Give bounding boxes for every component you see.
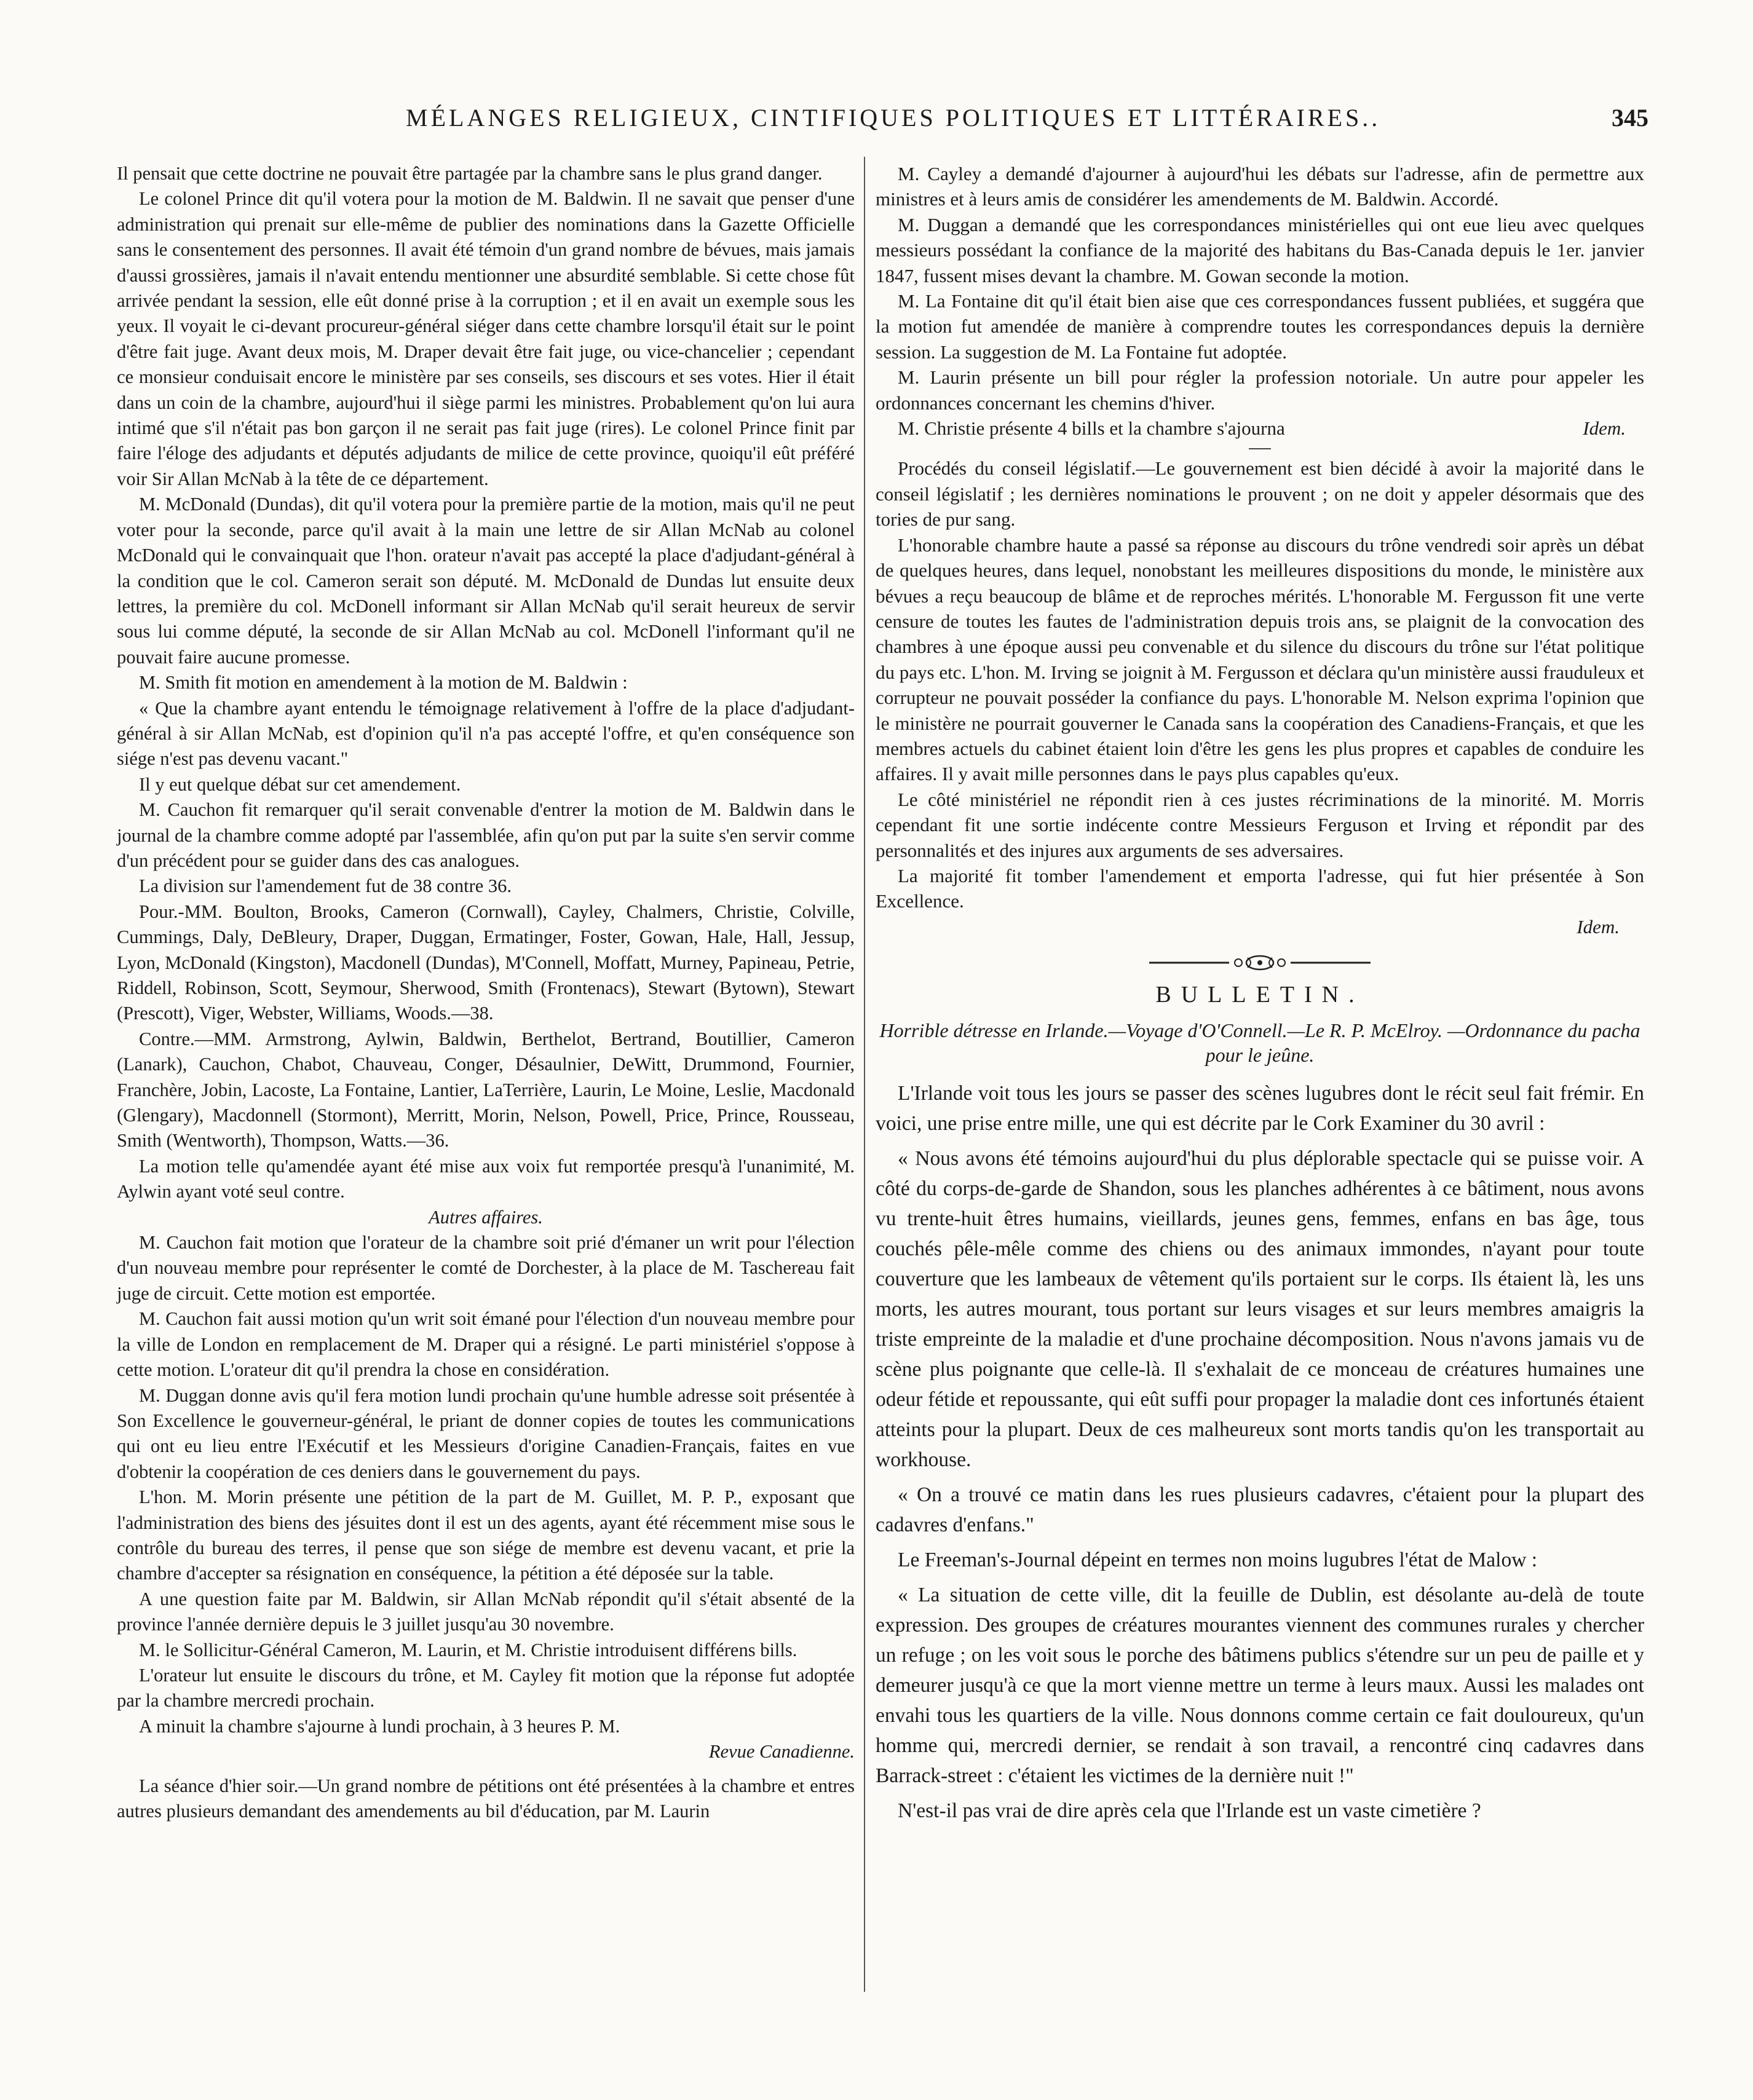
paragraph: L'orateur lut ensuite le discours du trône, et M. Cayley fit motion que la réponse fut adoptée par la chambre mercredi prochain. xyxy=(117,1664,855,1711)
paragraph: Il y eut quelque débat sur cet amendement. xyxy=(139,773,461,795)
paragraph: L'honorable chambre haute a passé sa réponse au discours du trône vendredi soir après un débat de quelques heures, dans lequel, nonobstant les meilleures dispositions du monde, le ministère aux bévues a reçu beaucoup de blâme et de reproches mérités. L'honorable M. Fergusson fit une verte censure de toutes les fautes de l'administration depuis trois ans, se plaignit de la convocation des chambres à une époque aussi peu convenable et du silence du discours du trône sur l'état politique du pays etc. L'hon. M. Irving se joignit à M. Fergusson et déclara qu'un ministère aussi frauduleux et corrupteur ne pouvait posséder la confiance du pays. L'honorable M. Nelson exprima l'opinion que le ministère ne pourrait gouverner le Canada sans la coopération des Canadiens-Français, et que les membres actuels du cabinet étaient loin d'être les gens les plus propres et capables de conduire les affaires. Il y avait mille personnes dans le pays plus capables qu'eux. xyxy=(876,534,1644,785)
running-head xyxy=(160,103,1648,140)
paragraph: M. Cauchon fit remarquer qu'il serait convenable d'entrer la motion de M. Baldwin dans le journal de la chambre comme adopté par l'assemblée, afin qu'on put par la suite s'en servir comme d'un précédent pour se guider dans des cas analogues. xyxy=(117,799,855,871)
paragraph: Procédés du conseil législatif.—Le gouvernement est bien décidé à avoir la majorité dans le conseil législatif ; les dernières nominations le prouvent ; on ne doit y appeler désormais que des tories de pur sang. xyxy=(876,457,1644,531)
paragraph: Le Freeman's-Journal dépeint en termes non moins lugubres l'état de Malow : xyxy=(898,1548,1538,1571)
paragraph: M. Cauchon fait aussi motion qu'un writ soit émané pour l'élection d'un nouveau membre pour la ville de London en remplacement de M. Draper qui a résigné. Le parti ministériel s'oppose à cette motion. L'orateur dit qu'il prendra la chose en considération. xyxy=(117,1308,855,1381)
page-number: 345 xyxy=(1612,104,1648,132)
paragraph: La motion telle qu'amendée ayant été mise aux voix fut remportée presqu'à l'unanimité, M. Aylwin ayant voté seul contre. xyxy=(117,1155,855,1202)
left-column xyxy=(117,161,855,1824)
vote-list-contre: Contre.—MM. Armstrong, Aylwin, Baldwin, Berthelot, Bertrand, Boutillier, Cameron (Lanark), Cauchon, Chabot, Chauveau, Conger, Désaulnier, DeWitt, Drummond, Fournier, Franchère, Jobin, Lacoste, La Fontaine, Lantier, LaTerrière, Laurin, Le Moine, Leslie, Macdonald (Glengary), Macdonnell (Stormont), Merritt, Morin, Nelson, Powell, Price, Prince, Rousseau, Smith (Wentworth), Thompson, Watts.—36. xyxy=(117,1028,855,1151)
quoted-motion: « Que la chambre ayant entendu le témoignage relativement à l'offre de la place d'adjudant-général à sir Allan McNab, est d'opinion qu'il n'a pas accepté l'offre, et qu'en conséquence son siége n'est pas devenu vacant." xyxy=(117,697,855,770)
paragraph: M. Cauchon fait motion que l'orateur de la chambre soit prié d'émaner un writ pour l'élection d'un nouveau membre pour représenter le comté de Dorchester, à la place de M. Taschereau fait juge de circuit. Cette motion est emportée. xyxy=(117,1232,855,1304)
ornament-icon xyxy=(1149,954,1371,971)
quoted-report: « Nous avons été témoins aujourd'hui du plus déplorable spectacle qui se puisse voir. A côté du corps-de-garde de Shandon, sous les planches adhérentes à ce bâtiment, nous avons vu trente-huit êtres humains, vieillards, jeunes gens, femmes, enfans en bas âge, tous couchés pêle-mêle comme des chiens ou des animaux immondes, n'ayant pour toute couverture que les lambeaux de vêtement qu'ils portaient sur le corps. Ils étaient là, les uns morts, les autres mourant, tous portant sur leurs visages et sur leurs membres amaigris la triste empreinte de la maladie et d'une prochaine décomposition. Nous n'avons jamais vu de scène plus poignante que celle-là. Il s'exhalait de ce monceau de créatures humaines une odeur fétide et repoussante, qui eût suffi pour propager la maladie dont ces infortunés étaient atteints pour la plupart. Deux de ces malheureux sont morts tandis qu'on les transportait au workhouse. xyxy=(876,1147,1644,1471)
paragraph: M. Laurin présente un bill pour régler la profession notoriale. Un autre pour appeler les ordonnances concernant les chemins d'hiver. xyxy=(876,366,1644,414)
column-divider xyxy=(864,157,865,1992)
paragraph: La division sur l'amendement fut de 38 contre 36. xyxy=(139,875,512,897)
separator-rule xyxy=(1249,448,1271,449)
paragraph: M. le Sollicitur-Général Cameron, M. Laurin, et M. Christie introduisent différens bills. xyxy=(139,1639,797,1660)
paragraph: La séance d'hier soir.—Un grand nombre de pétitions ont été présentées à la chambre et entres autres plusieurs demandant des amendements au bil d'éducation, par M. Laurin xyxy=(117,1775,855,1822)
paragraph: L'Irlande voit tous les jours se passer des scènes lugubres dont le récit seul fait frémir. En voici, une prise entre mille, une qui est décrite par le Cork Examiner du 30 avril : xyxy=(876,1081,1644,1135)
paragraph: N'est-il pas vrai de dire après cela que l'Irlande est un vaste cimetière ? xyxy=(898,1799,1481,1822)
right-column xyxy=(876,161,1644,1826)
source-credit: Idem. xyxy=(1583,417,1626,440)
quoted-report: « La situation de cette ville, dit la feuille de Dublin, est désolante au-delà de toute expression. Des groupes de créatures mourantes viennent des communes rurales y chercher un refuge ; on les voit sous le porche des bâtimens publics s'étendre sur un peu de paille et y demeurer jusqu'à ce que la mort vienne mettre un terme à leurs maux. Aussi les malades ont envahi tous les quartiers de la ville. Nous donnons comme certain ce fait douloureux, qu'un homme qui, mercredi dernier, se rendait à son travail, a rencontré cinq cadavres dans Barrack-street : c'étaient les victimes de la dernière nuit !" xyxy=(876,1583,1644,1787)
ornament-divider xyxy=(876,954,1644,971)
source-credit: Revue Canadienne. xyxy=(708,1741,855,1762)
paragraph: Le colonel Prince dit qu'il votera pour la motion de M. Baldwin. Il ne savait que penser d'une administration qui prenait sur elle-même de publier des nominations dans la Gazette Officielle sans le consentement des personnes. Il avait été témoin d'un grand nombre de bévues, mais jamais d'aussi grossières, jamais il n'avait entendu mentionner une absurdité semblable. Si cette chose fût arrivée pendant la session, elle eût donné prise à la corruption ; et il en avait un exemple sous les yeux. Il voyait le ci-devant procureur-général siéger dans cette chambre lorsqu'il était sur le point d'être fait juge. Avant deux mois, M. Draper devait être fait juge, ou vice-chancelier ; cependant ce monsieur conduisait encore le ministère par ses conseils, ses discours et ses votes. Hier il était dans un coin de la chambre, aujourd'hui il siège parmi les ministres. Probablement qu'on lui aura intimé que s'il n'était pas bon garçon il ne serait pas fait juge (rires). Le colonel Prince finit par faire l'éloge des adjudants et députés adjudants de milice de cette province, quoiqu'il eût préféré voir Sir Allan McNab à la tête de ce département. xyxy=(117,188,855,489)
paragraph: M. Cayley a demandé d'ajourner à aujourd'hui les débats sur l'adresse, afin de permettre aux ministres et à leurs amis de considérer les amendements de M. Baldwin. Accordé. xyxy=(876,163,1644,210)
section-heading: Autres affaires. xyxy=(429,1206,543,1228)
paragraph-with-credit xyxy=(876,416,1644,441)
paragraph: M. La Fontaine dit qu'il était bien aise que ces correspondances fussent publiées, et suggéra que la motion fut amendée de manière à comprendre toutes les correspondances depuis la dernière session. La suggestion de M. La Fontaine fut adoptée. xyxy=(876,290,1644,363)
paragraph: M. Duggan donne avis qu'il fera motion lundi prochain qu'une humble adresse soit présentée à Son Excellence le gouverneur-général, le priant de donner copies de toutes les communications qui ont eu lieu entre l'Exécutif et les Messieurs d'origine Canadien-Français, faites en vue d'obtenir la coopération de ces deniers dans le gouvernement du pays. xyxy=(117,1384,855,1482)
running-title: MÉLANGES RELIGIEUX, CINTIFIQUES POLITIQUES ET LITTÉRAIRES.. xyxy=(406,104,1381,132)
paragraph: La majorité fit tomber l'amendement et emporta l'adresse, qui fut hier présentée à Son Excellence. xyxy=(876,864,1644,912)
vote-list-pour: Pour.-MM. Boulton, Brooks, Cameron (Cornwall), Cayley, Chalmers, Christie, Colville, Cummings, Daly, DeBleury, Draper, Duggan, Ermatinger, Foster, Gowan, Hale, Hall, Jessup, Lyon, McDonald (Kingston), Macdonell (Dundas), M'Connell, Moffatt, Murney, Papineau, Petrie, Riddell, Robinson, Scott, Seymour, Sherwood, Smith (Frontenacs), Stewart (Bytown), Stewart (Prescott), Viger, Webster, Williams, Woods.—38. xyxy=(117,901,855,1024)
paragraph: A une question faite par M. Baldwin, sir Allan McNab répondit qu'il s'était absenté de la province l'année dernière depuis le 3 juillet jusqu'au 30 novembre. xyxy=(117,1588,855,1635)
paragraph: L'hon. M. Morin présente une pétition de la part de M. Guillet, M. P. P., exposant que l'administration des biens des jésuites dont il est un des agents, ayant été récemment mise sous le contrôle du bureau des terres, il pense que son siége de membre est devenu vacant, et prie la chambre d'accepter sa résignation en conséquence, la pétition a été déposée sur la table. xyxy=(117,1486,855,1584)
paragraph: M. Smith fit motion en amendement à la motion de M. Baldwin : xyxy=(139,672,628,693)
quoted-report: « On a trouvé ce matin dans les rues plusieurs cadavres, c'étaient pour la plupart des cadavres d'enfans." xyxy=(876,1483,1644,1536)
paragraph: M. Duggan a demandé que les correspondances ministérielles qui ont eue lieu avec quelques messieurs possédant la confiance de la majorité des habitans du Bas-Canada depuis le 1er. janvier 1847, fussent mises devant la chambre. M. Gowan seconde la motion. xyxy=(876,213,1644,286)
paragraph-text: M. Christie présente 4 bills et la chambre s'ajourna xyxy=(898,417,1285,440)
paragraph: M. McDonald (Dundas), dit qu'il votera pour la première partie de la motion, mais qu'il ne peut voter pour la seconde, parce qu'il avait à la main une lettre de sir Allan McNab au colonel McDonald qui le convainquait que l'hon. orateur n'avait pas accepté la place d'adjudant-général à la condition que le col. Cameron serait son député. M. McDonald de Dundas lut ensuite deux lettres, la première du col. McDonell informant sir Allan McNab qu'il serait heureux de servir sous lui comme député, la seconde de sir Allan McNab au col. McDonell l'informant qu'il ne pouvait faire aucune promesse. xyxy=(117,494,855,668)
bulletin-subheading: Horrible détresse en Irlande.—Voyage d'O'Connell.—Le R. P. McElroy. —Ordonnance du pacha pour le jeûne. xyxy=(879,1019,1640,1066)
paragraph: Le côté ministériel ne répondit rien à ces justes récriminations de la minorité. M. Morris cependant fit une sortie indécente contre Messieurs Ferguson et Irving et répondit par des personnalités et des injures aux arguments de ses adversaires. xyxy=(876,788,1644,861)
paragraph: A minuit la chambre s'ajourne à lundi prochain, à 3 heures P. M. xyxy=(139,1715,620,1737)
paragraph: Il pensait que cette doctrine ne pouvait être partagée par la chambre sans le plus grand danger. xyxy=(117,163,823,184)
bulletin-heading: BULLETIN. xyxy=(1155,982,1364,1008)
source-credit: Idem. xyxy=(1577,915,1620,938)
